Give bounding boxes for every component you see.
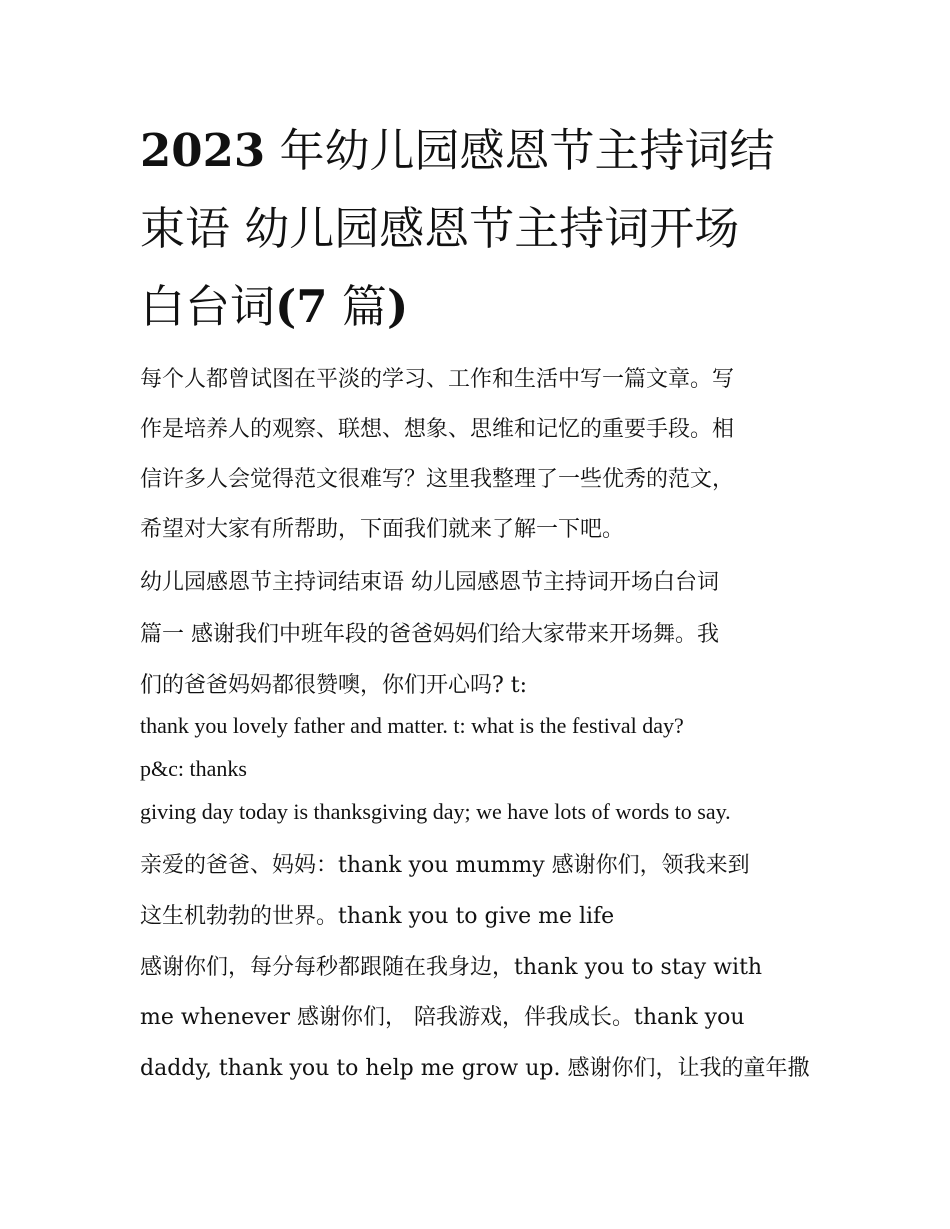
body-line: 亲爱的爸爸、妈妈：thank you mummy 感谢你们，领我来到 xyxy=(140,853,750,878)
title-count: (7 xyxy=(275,280,328,333)
title-line-1 xyxy=(140,112,820,190)
body-line: 篇一 感谢我们中班年段的爸爸妈妈们给大家带来开场舞。我 xyxy=(140,622,719,647)
intro-line: 作是培养人的观察、联想、想象、思维和记忆的重要手段。相 xyxy=(140,417,735,442)
body-line: 幼儿园感恩节主持词结束语 幼儿园感恩节主持词开场白台词 xyxy=(140,570,719,595)
body-line: giving day today is thanksgiving day; we have lots of words to say. xyxy=(140,799,731,824)
intro-line: 希望对大家有所帮助，下面我们就来了解一下吧。 xyxy=(140,517,625,542)
title-line-2: 束语 幼儿园感恩节主持词开场 xyxy=(140,202,740,255)
body-line: daddy, thank you to help me grow up. 感谢你们，让我的童年撒 xyxy=(140,1056,810,1081)
body-line: p&c: thanks xyxy=(140,756,247,781)
title-line-1-text: 年幼儿园感恩节主持词结 xyxy=(265,124,775,177)
body-line: me whenever 感谢你们， 陪我游戏，伴我成长。thank you xyxy=(140,1005,745,1030)
title-line-3-text-c: 篇 xyxy=(327,280,387,333)
body-line: 们的爸爸妈妈都很赞噢，你们开心吗? t: xyxy=(140,673,528,698)
title-year: 2023 xyxy=(140,124,266,177)
title-close-paren: ) xyxy=(386,280,409,333)
body-line: thank you lovely father and matter. t: what is the festival day? xyxy=(140,713,684,738)
intro-line: 信许多人会觉得范文很难写？这里我整理了一些优秀的范文， xyxy=(140,467,735,492)
title-line-3 xyxy=(140,268,820,346)
title-line-3-text-a: 白台词 xyxy=(140,280,276,333)
intro-line: 每个人都曾试图在平淡的学习、工作和生活中写一篇文章。写 xyxy=(140,367,735,392)
body-line: 感谢你们，每分每秒都跟随在我身边，thank you to stay with xyxy=(140,955,763,980)
document-title xyxy=(140,112,820,346)
body-line: 这生机勃勃的世界。thank you to give me life xyxy=(140,904,615,929)
